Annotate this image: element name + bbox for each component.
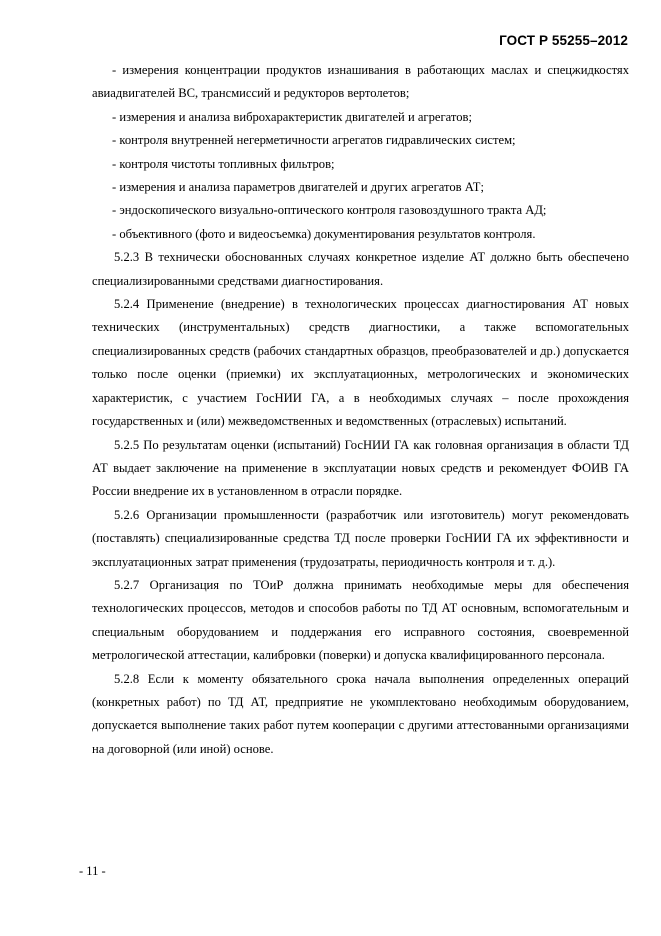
list-item: - объективного (фото и видеосъемка) документирования результатов контроля. — [112, 226, 536, 241]
list-item: - измерения и анализа виброхарактеристик двигателей и агрегатов; — [112, 109, 472, 124]
paragraph-5-2-4: 5.2.4 Применение (внедрение) в технологических процессах диагностирования АТ новых технических (инструментальных) средств диагностики, а также вспомогательных специализированных средств (рабочих стандартных образцов, преобразователей и др.) допускается только после оценки (приемки) их эксплуатационных, метрологических и экономических характеристик, с участием ГосНИИ ГА, а в необходимых случаях – после прохождения государственных и (или) межведомственных и ведомственных (отраслевых) испытаний. — [92, 297, 629, 429]
list-item: - эндоскопического визуально-оптического контроля газовоздушного тракта АД; — [112, 203, 547, 218]
list-item: - контроля чистоты топливных фильтров; — [112, 156, 335, 171]
list-item: - измерения и анализа параметров двигателей и других агрегатов АТ; — [112, 180, 484, 195]
paragraph-5-2-6: 5.2.6 Организации промышленности (разработчик или изготовитель) могут рекомендовать (поставлять) специализированные средства ТД после проверки ГосНИИ ГА их эффективности и эксплуатационных затрат применения (трудозатраты, периодичность контроля и т. д.). — [92, 507, 629, 569]
list-item: - измерения концентрации продуктов изнашивания в работающих маслах и спецжидкостях авиадвигателей ВС, трансмиссий и редукторов вертолетов; — [92, 63, 629, 101]
paragraph-5-2-3: 5.2.3 В технически обоснованных случаях конкретное изделие АТ должно быть обеспечено специализированными средствами диагностирования. — [92, 250, 629, 288]
paragraph-5-2-7: 5.2.7 Организация по ТОиР должна принимать необходимые меры для обеспечения технологических процессов, методов и способов работы по ТД АТ основным, вспомогательным и специальным оборудованием и поддержания его исправного состояния, своевременной метрологической аттестации, калибровки (поверки) и допуска квалифицированного персонала. — [92, 577, 629, 663]
paragraph-5-2-5: 5.2.5 По результатам оценки (испытаний) ГосНИИ ГА как головная организация в области ТД АТ выдает заключение на применение в эксплуатации новых средств и рекомендует ФОИВ ГА России внедрение их в установленном в отрасли порядке. — [92, 437, 629, 499]
page-number: - 11 - — [79, 864, 106, 878]
list-item: - контроля внутренней негерметичности агрегатов гидравлических систем; — [112, 133, 516, 148]
paragraph-5-2-8: 5.2.8 Если к моменту обязательного срока начала выполнения определенных операций (конкретных работ) по ТД АТ, предприятие не укомплектовано необходимым оборудованием, допускается выполнение таких работ путем кооперации с другими аттестованными организациями на договорной (или иной) основе. — [92, 671, 629, 756]
document-body — [92, 59, 629, 761]
document-code-header: ГОСТ Р 55255–2012 — [499, 33, 628, 48]
